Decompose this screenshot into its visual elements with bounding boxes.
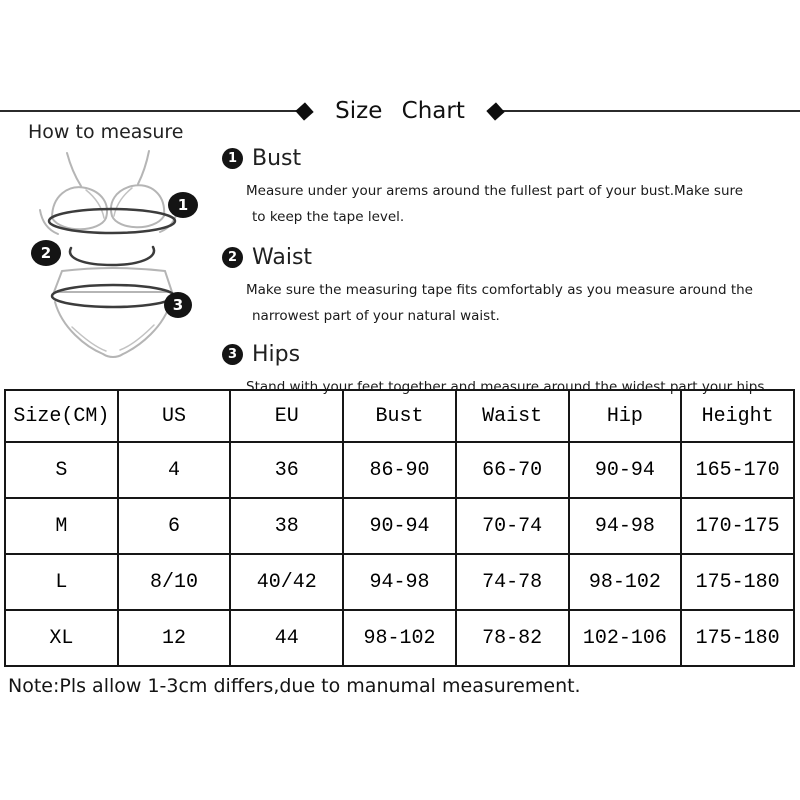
size-table-header-cell: Hip: [569, 390, 682, 442]
table-cell: 12: [118, 610, 231, 666]
measure-marker-3: [164, 292, 192, 318]
text-line: to keep the tape level.: [252, 209, 405, 225]
svg-text:1: 1: [177, 196, 189, 214]
table-cell: 70-74: [456, 498, 569, 554]
section-title: Hips: [252, 342, 301, 367]
table-cell: M: [5, 498, 118, 554]
text-line: narrowest part of your natural waist.: [252, 308, 500, 324]
table-row: [5, 498, 794, 554]
bikini-top-outline: [40, 151, 178, 234]
table-cell: 94-98: [343, 554, 456, 610]
table-row: [5, 442, 794, 498]
number-2-badge: 2: [222, 247, 243, 268]
table-cell: 170-175: [681, 498, 794, 554]
bikini-measure-illustration: [0, 120, 230, 390]
size-table-header-cell: Height: [681, 390, 794, 442]
table-cell: 94-98: [569, 498, 682, 554]
table-row: [5, 610, 794, 666]
table-cell: 38: [230, 498, 343, 554]
page-title: Size Chart: [335, 98, 465, 124]
section-bust-text: [246, 178, 797, 230]
measure-marker-2: [31, 240, 61, 266]
table-cell: 98-102: [343, 610, 456, 666]
size-table-header-cell: Waist: [456, 390, 569, 442]
size-table-header-cell: Size(CM): [5, 390, 118, 442]
header-rule-left: [0, 110, 298, 112]
measure-instructions: [222, 146, 797, 400]
section-title: Waist: [252, 245, 313, 270]
size-table-header-cell: US: [118, 390, 231, 442]
section-bust: [222, 146, 797, 230]
text-line: Measure under your arems around the fullest part of your bust.Make sure: [246, 183, 744, 199]
table-cell: 74-78: [456, 554, 569, 610]
table-cell: 175-180: [681, 610, 794, 666]
measure-marker-1: [168, 192, 198, 218]
table-cell: S: [5, 442, 118, 498]
number-1-badge: 1: [222, 148, 243, 169]
table-cell: 44: [230, 610, 343, 666]
table-cell: 36: [230, 442, 343, 498]
table-cell: 175-180: [681, 554, 794, 610]
size-table-header-row: [5, 390, 794, 442]
table-cell: 98-102: [569, 554, 682, 610]
section-waist: [222, 245, 797, 329]
table-cell: XL: [5, 610, 118, 666]
hip-tape-line: [52, 285, 174, 307]
table-row: [5, 554, 794, 610]
waist-tape-line: [70, 247, 154, 265]
measurement-note: Note:Pls allow 1-3cm differs,due to manumal measurement.: [8, 675, 581, 697]
size-table: [4, 389, 795, 667]
diamond-icon: [486, 102, 504, 120]
svg-text:2: 2: [40, 244, 52, 262]
table-cell: 66-70: [456, 442, 569, 498]
text-line: Stand with your feet together and measure around the widest part your hips.: [246, 379, 769, 395]
table-cell: 90-94: [343, 498, 456, 554]
table-cell: 8/10: [118, 554, 231, 610]
table-cell: 40/42: [230, 554, 343, 610]
size-table-header-cell: EU: [230, 390, 343, 442]
section-hips-heading: [222, 342, 797, 367]
table-cell: L: [5, 554, 118, 610]
table-cell: 6: [118, 498, 231, 554]
number-3-badge: 3: [222, 344, 243, 365]
svg-text:3: 3: [172, 296, 184, 314]
table-cell: 4: [118, 442, 231, 498]
text-line: Make sure the measuring tape fits comfortably as you measure around the: [246, 282, 753, 298]
header-rule-right: [502, 110, 800, 112]
section-waist-text: [246, 277, 797, 329]
section-waist-heading: [222, 245, 797, 270]
size-table-header-cell: Bust: [343, 390, 456, 442]
table-cell: 86-90: [343, 442, 456, 498]
section-bust-heading: [222, 146, 797, 171]
table-cell: 78-82: [456, 610, 569, 666]
bikini-bottom-outline: [54, 268, 172, 357]
section-title: Bust: [252, 146, 302, 171]
table-cell: 165-170: [681, 442, 794, 498]
table-cell: 90-94: [569, 442, 682, 498]
how-to-measure-title: How to measure: [28, 121, 184, 143]
table-cell: 102-106: [569, 610, 682, 666]
